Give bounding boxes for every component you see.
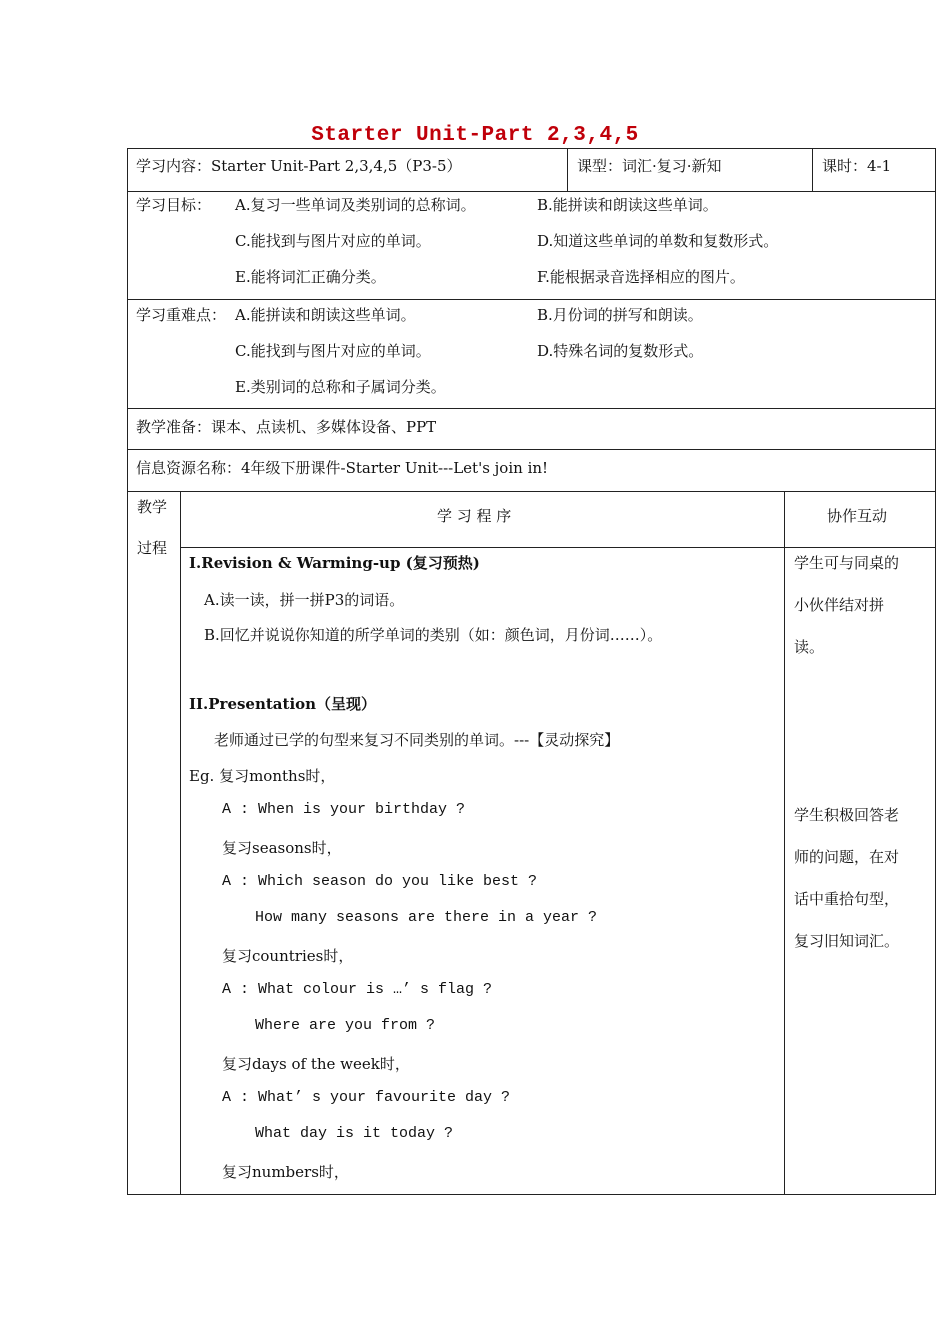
interact-note: 学生积极回答老 [794,806,900,824]
program-line: Eg. 复习months时， [189,767,336,785]
interact-note: 话中重拾句型， [794,890,900,908]
resource-text: 信息资源名称：4年级下册课件-Starter Unit---Let's join in! [136,459,549,477]
program-line: A : Which season do you like best ? [222,873,538,890]
hours-cell: 课时：4-1 [822,157,892,175]
interact-note: 读。 [794,638,825,656]
key-points-label: 学习重难点： [136,306,227,324]
program-line: 复习countries时， [222,947,354,965]
program-header: 学 习 程 序 [437,507,512,525]
program-line: 复习seasons时， [222,839,342,857]
program-line: 复习days of the week时， [222,1055,410,1073]
section-heading: I.Revision & Warming-up (复习预热) [189,554,480,572]
key-point-item: A.能拼读和朗读这些单词。 [235,306,416,324]
side-label: 过程 [137,539,168,557]
page-title: Starter Unit-Part 2,3,4,5 [311,124,639,147]
content-cell: 学习内容：Starter Unit-Part 2,3,4,5（P3-5） [136,157,462,175]
program-line: 复习numbers时， [222,1163,349,1181]
preparation-text: 教学准备：课本、点读机、多媒体设备、PPT [136,418,437,436]
goal-item: B.能拼读和朗读这些单词。 [537,196,718,214]
program-line: 老师通过已学的句型来复习不同类别的单词。---【灵动探究】 [214,731,620,749]
program-line: A : What’ s your favourite day ? [222,1089,511,1106]
program-line: A : When is your birthday ? [222,801,466,818]
program-line: What day is it today ? [255,1125,454,1142]
program-line: How many seasons are there in a year ? [255,909,598,926]
goals-label: 学习目标： [136,196,212,214]
goal-item: D.知道这些单词的单数和复数形式。 [537,232,779,250]
program-line: A : What colour is …’ s flag ? [222,981,493,998]
key-point-item: C.能找到与图片对应的单词。 [235,342,431,360]
program-line: Where are you from ? [255,1017,436,1034]
goal-item: F.能根据录音选择相应的图片。 [537,268,745,286]
key-point-item: D.特殊名词的复数形式。 [537,342,704,360]
program-line: A.读一读，拼一拼P3的词语。 [204,591,405,609]
section-heading: II.Presentation（呈现） [189,695,377,713]
goal-item: E.能将词汇正确分类。 [235,268,386,286]
goal-item: A.复习一些单词及类别词的总称词。 [235,196,476,214]
interact-note: 复习旧知词汇。 [794,932,900,950]
key-point-item: B.月份词的拼写和朗读。 [537,306,703,324]
side-label: 教学 [137,498,168,516]
interact-note: 小伙伴结对拼 [794,596,885,614]
key-point-item: E.类别词的总称和子属词分类。 [235,378,446,396]
interact-note: 师的问题，在对 [794,848,900,866]
interact-note: 学生可与同桌的 [794,554,900,572]
interact-header: 协作互动 [827,507,888,525]
goal-item: C.能找到与图片对应的单词。 [235,232,431,250]
program-line: B.回忆并说说你知道的所学单词的类别（如：颜色词，月份词……）。 [204,626,663,644]
lesson-type-cell: 课型：词汇·复习·新知 [577,157,722,175]
